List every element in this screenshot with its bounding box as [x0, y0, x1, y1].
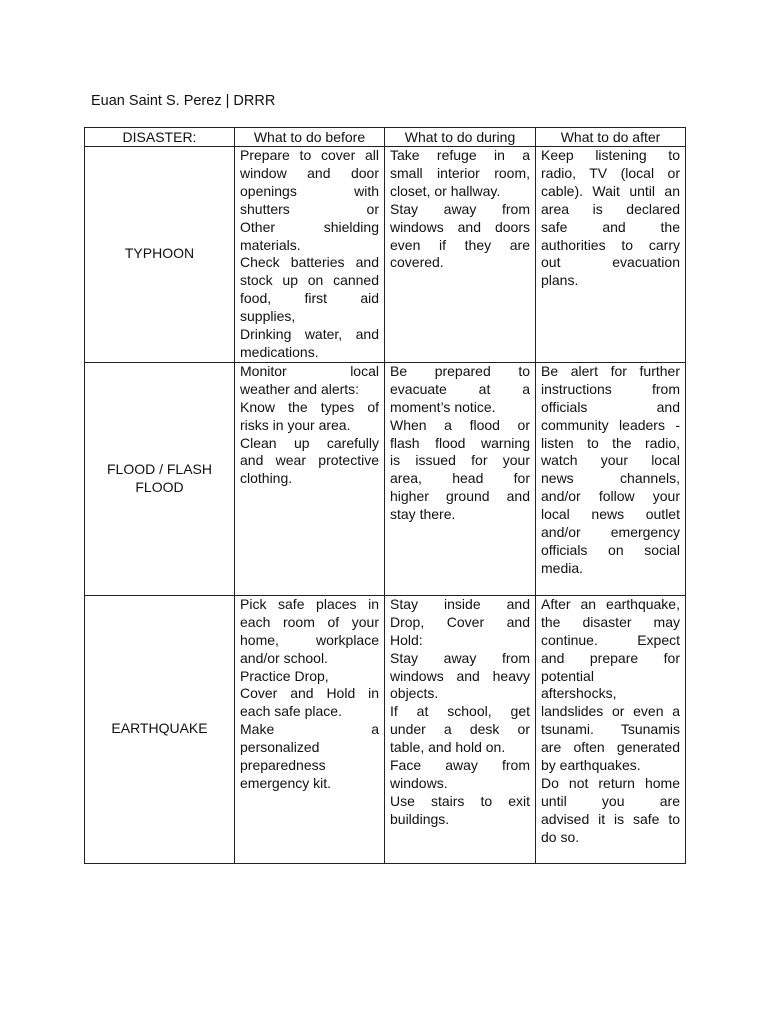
cell-text-line: and/or school.	[240, 649, 328, 666]
cell-text-line: Practice Drop,	[240, 667, 329, 684]
cell-text-line: Keep listening to	[541, 147, 680, 163]
cell-text-line: each room of your	[240, 613, 379, 630]
cell-text-line: the disaster may	[541, 613, 680, 630]
before-cell	[235, 595, 385, 863]
cell-text-line: buildings.	[390, 810, 450, 827]
cell-text-line: Face away from	[390, 757, 530, 774]
cell-text-line: out evacuation	[541, 254, 680, 271]
cell-text-line: personalized	[240, 739, 320, 756]
cell-text-line: and/or follow your	[541, 488, 680, 505]
cell-text-line: potential	[541, 667, 594, 684]
cell-text-line: Use stairs to exit	[390, 792, 530, 809]
cell-text-line: are often generated	[541, 739, 680, 756]
cell-text-line: Know the types of	[240, 398, 379, 415]
cell-text-line: by earthquakes.	[541, 757, 641, 774]
cell-text-line: officials and	[541, 398, 680, 415]
cell-text-line: radio, TV (local or	[541, 164, 680, 181]
cell-text-line: supplies,	[240, 308, 296, 325]
after-cell	[536, 362, 686, 595]
cell-text-line: table, and hold on.	[390, 739, 506, 756]
cell-text-line: If at school, get	[390, 703, 530, 720]
cell-text-line: community leaders -	[541, 416, 680, 433]
cell-text-line: Stay away from	[390, 649, 530, 666]
cell-text-line: small interior room,	[390, 164, 530, 181]
cell-text-line: closet, or hallway.	[390, 182, 501, 199]
cell-text-line: and prepare for	[541, 649, 680, 666]
after-cell	[536, 595, 686, 863]
column-header-after: What to do after	[536, 128, 686, 147]
cell-text-line: flash flood warning	[390, 434, 530, 451]
during-cell	[385, 362, 536, 595]
cell-text-line: medications.	[240, 343, 319, 360]
cell-text-line: higher ground and	[390, 488, 530, 505]
cell-text-line: is issued for your	[390, 452, 530, 469]
cell-text-line: evacuate at a	[390, 380, 530, 397]
cell-text-line: safe and the	[541, 218, 680, 235]
cell-text-line: stock up on canned	[240, 272, 379, 289]
cell-text-line: watch your local	[541, 452, 680, 469]
disaster-preparedness-table	[84, 127, 686, 864]
cell-text-line: Drinking water, and	[240, 326, 379, 343]
column-header-during: What to do during	[385, 128, 536, 147]
cell-text-line: aftershocks,	[541, 685, 617, 702]
cell-text-line: even if they are	[390, 236, 530, 253]
table-header-row	[85, 128, 686, 147]
cell-text-line: Monitor local	[240, 362, 379, 379]
cell-text-line: food, first aid	[240, 290, 379, 307]
cell-text-line: clothing.	[240, 470, 293, 487]
cell-text-line: media.	[541, 559, 584, 576]
cell-text-line: plans.	[541, 272, 579, 289]
disaster-name: EARTHQUAKE	[85, 595, 235, 863]
before-cell	[235, 362, 385, 595]
cell-text-line: each safe place.	[240, 703, 342, 720]
cell-text-line: Other shielding	[240, 218, 379, 235]
cell-text-line: home, workplace	[240, 631, 379, 648]
table-row-earthquake	[85, 595, 686, 863]
cell-text-line: until you are	[541, 792, 680, 809]
cell-text-line: Stay away from	[390, 200, 530, 217]
column-header-disaster: DISASTER:	[85, 128, 235, 147]
cell-text-line: objects.	[390, 685, 439, 702]
cell-text-line: Stay inside and	[390, 595, 530, 612]
cell-text-line: Hold:	[390, 631, 423, 648]
cell-text-line: windows and heavy	[390, 667, 530, 684]
cell-text-line: stay there.	[390, 506, 456, 523]
during-cell	[385, 595, 536, 863]
cell-text-line: instructions from	[541, 380, 680, 397]
table-row-flood	[85, 362, 686, 595]
cell-text-line: risks in your area.	[240, 416, 351, 433]
cell-text-line: Do not return home	[541, 774, 680, 791]
cell-text-line: Cover and Hold in	[240, 685, 379, 702]
cell-text-line: shutters or	[240, 200, 379, 217]
cell-text-line: weather and alerts:	[240, 380, 360, 397]
cell-text-line: moment’s notice.	[390, 398, 496, 415]
cell-text-line: emergency kit.	[240, 774, 332, 791]
cell-text-line: officials on social	[541, 541, 680, 558]
after-cell	[536, 147, 686, 363]
cell-text-line: area, head for	[390, 470, 530, 487]
cell-text-line: Make a	[240, 721, 379, 738]
cell-text-line: windows and doors	[390, 218, 530, 235]
cell-text-line: materials.	[240, 236, 301, 253]
before-cell	[235, 147, 385, 363]
cell-text-line: Pick safe places in	[240, 595, 379, 612]
cell-text-line: news channels,	[541, 470, 680, 487]
cell-text-line: covered.	[390, 254, 444, 271]
cell-text-line: local news outlet	[541, 506, 680, 523]
cell-text-line: Be alert for further	[541, 362, 680, 379]
cell-text-line: continue. Expect	[541, 631, 680, 648]
cell-text-line: do so.	[541, 828, 580, 845]
disaster-name: TYPHOON	[85, 147, 235, 363]
cell-text-line: preparedness	[240, 757, 326, 774]
cell-text-line: After an earthquake,	[541, 595, 680, 612]
during-cell	[385, 147, 536, 363]
cell-text-line: advised it is safe to	[541, 810, 680, 827]
cell-text-line: listen to the radio,	[541, 434, 680, 451]
cell-text-line: Be prepared to	[390, 362, 530, 379]
cell-text-line: openings with	[240, 182, 379, 199]
cell-text-line: Prepare to cover all	[240, 147, 379, 163]
cell-text-line: and wear protective	[240, 452, 379, 469]
cell-text-line: under a desk or	[390, 721, 530, 738]
cell-text-line: cable). Wait until an	[541, 182, 680, 199]
cell-text-line: When a flood or	[390, 416, 530, 433]
cell-text-line: and/or emergency	[541, 524, 680, 541]
cell-text-line: Check batteries and	[240, 254, 379, 271]
cell-text-line: tsunami. Tsunamis	[541, 721, 680, 738]
disaster-name: FLOOD / FLASH FLOOD	[85, 362, 235, 595]
page-header: Euan Saint S. Perez | DRRR	[91, 93, 276, 109]
column-header-before: What to do before	[235, 128, 385, 147]
cell-text-line: window and door	[240, 164, 379, 181]
cell-text-line: windows.	[390, 774, 448, 791]
cell-text-line: Clean up carefully	[240, 434, 379, 451]
cell-text-line: Drop, Cover and	[390, 613, 530, 630]
cell-text-line: authorities to carry	[541, 236, 680, 253]
cell-text-line: area is declared	[541, 200, 680, 217]
cell-text-line: Take refuge in a	[390, 147, 530, 163]
table-row-typhoon	[85, 147, 686, 363]
cell-text-line: landslides or even a	[541, 703, 680, 720]
